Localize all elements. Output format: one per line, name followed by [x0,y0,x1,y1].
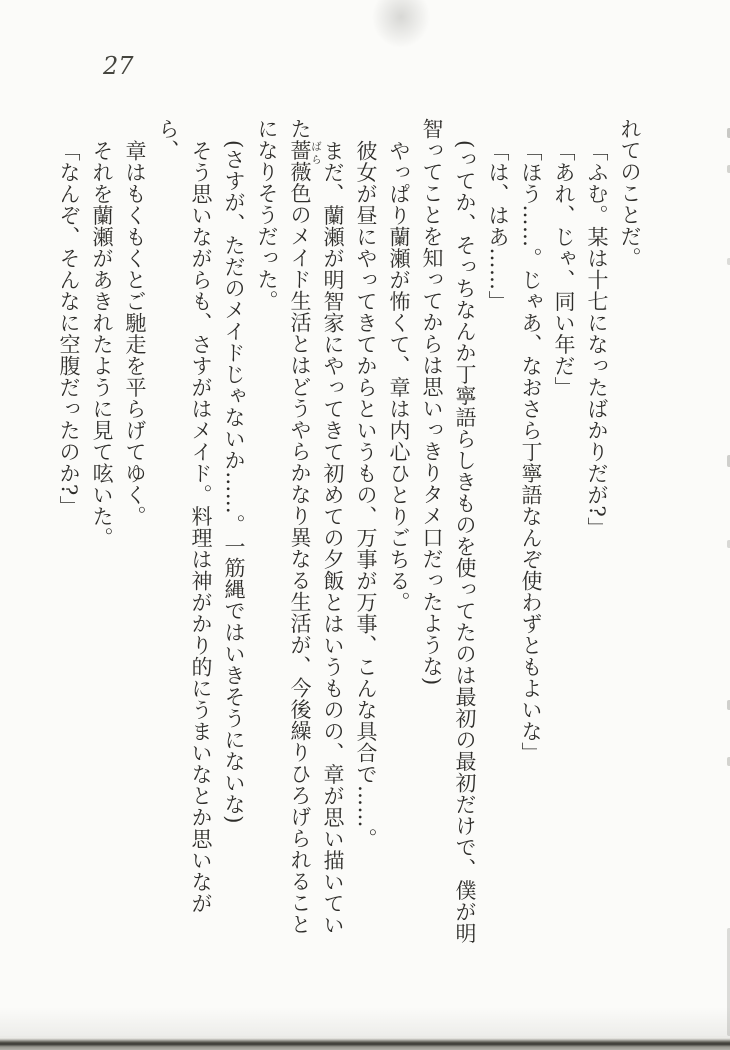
text-line: 章はもくもくとご馳走を平らげてゆく。 [123,140,147,527]
text-line: た薔薇色のメイド生活とはどうやらかなり異なる生活が、今後繰りひろげられること [288,118,312,935]
page-number: 27 [103,52,134,80]
text-line: 「あれ、じゃ、同い年だ」 [552,140,576,398]
text-line: それを蘭瀬があきれたように見て呟いた。 [90,140,114,549]
text-line: (ってか、そっちなんか丁寧語らしきものを使ってたのは最初の最初だけで、僕が明 [453,140,477,945]
text-line: 「ほう……。じゃあ、なおさら丁寧語なんぞ使わずともよいな」 [519,140,543,764]
text-line: (さすが、ただのメイドじゃないか……。一筋縄ではいきそうにないな) [222,140,246,824]
scan-bottom-shade [0,1007,730,1037]
text-line: やっぱり蘭瀬が怖くて、章は内心ひとりごちる。 [387,140,411,613]
text-columns [52,118,646,954]
text-line: 「は、はあ……」 [486,140,510,312]
text-line: になりそうだった。 [255,118,279,312]
text-line: 「なんぞ、そんなに空腹だったのか?」 [57,140,81,518]
text-line: 智ってことを知ってからは思いっきりタメ口だったような) [420,118,444,686]
text-line: そう思いながらも、さすがはメイド。料理は神がかり的にうまいなとか思いながら、 [156,118,213,914]
text-line: 彼女が昼にやってきてからというもの、万事が万事、こんな具合で……。 [354,140,378,850]
scan-smudge [372,0,430,48]
text-line: れてのことだ。 [618,118,642,269]
furigana: ばら [310,141,322,167]
scan-bottom-bar [0,1036,730,1050]
text-line: まだ、蘭瀬が明智家にやってきて初めての夕飯とはいうものの、章が思い描いてい [321,140,345,936]
text-line: 「ふむ。某は十七になったばかりだが?」 [585,140,609,539]
